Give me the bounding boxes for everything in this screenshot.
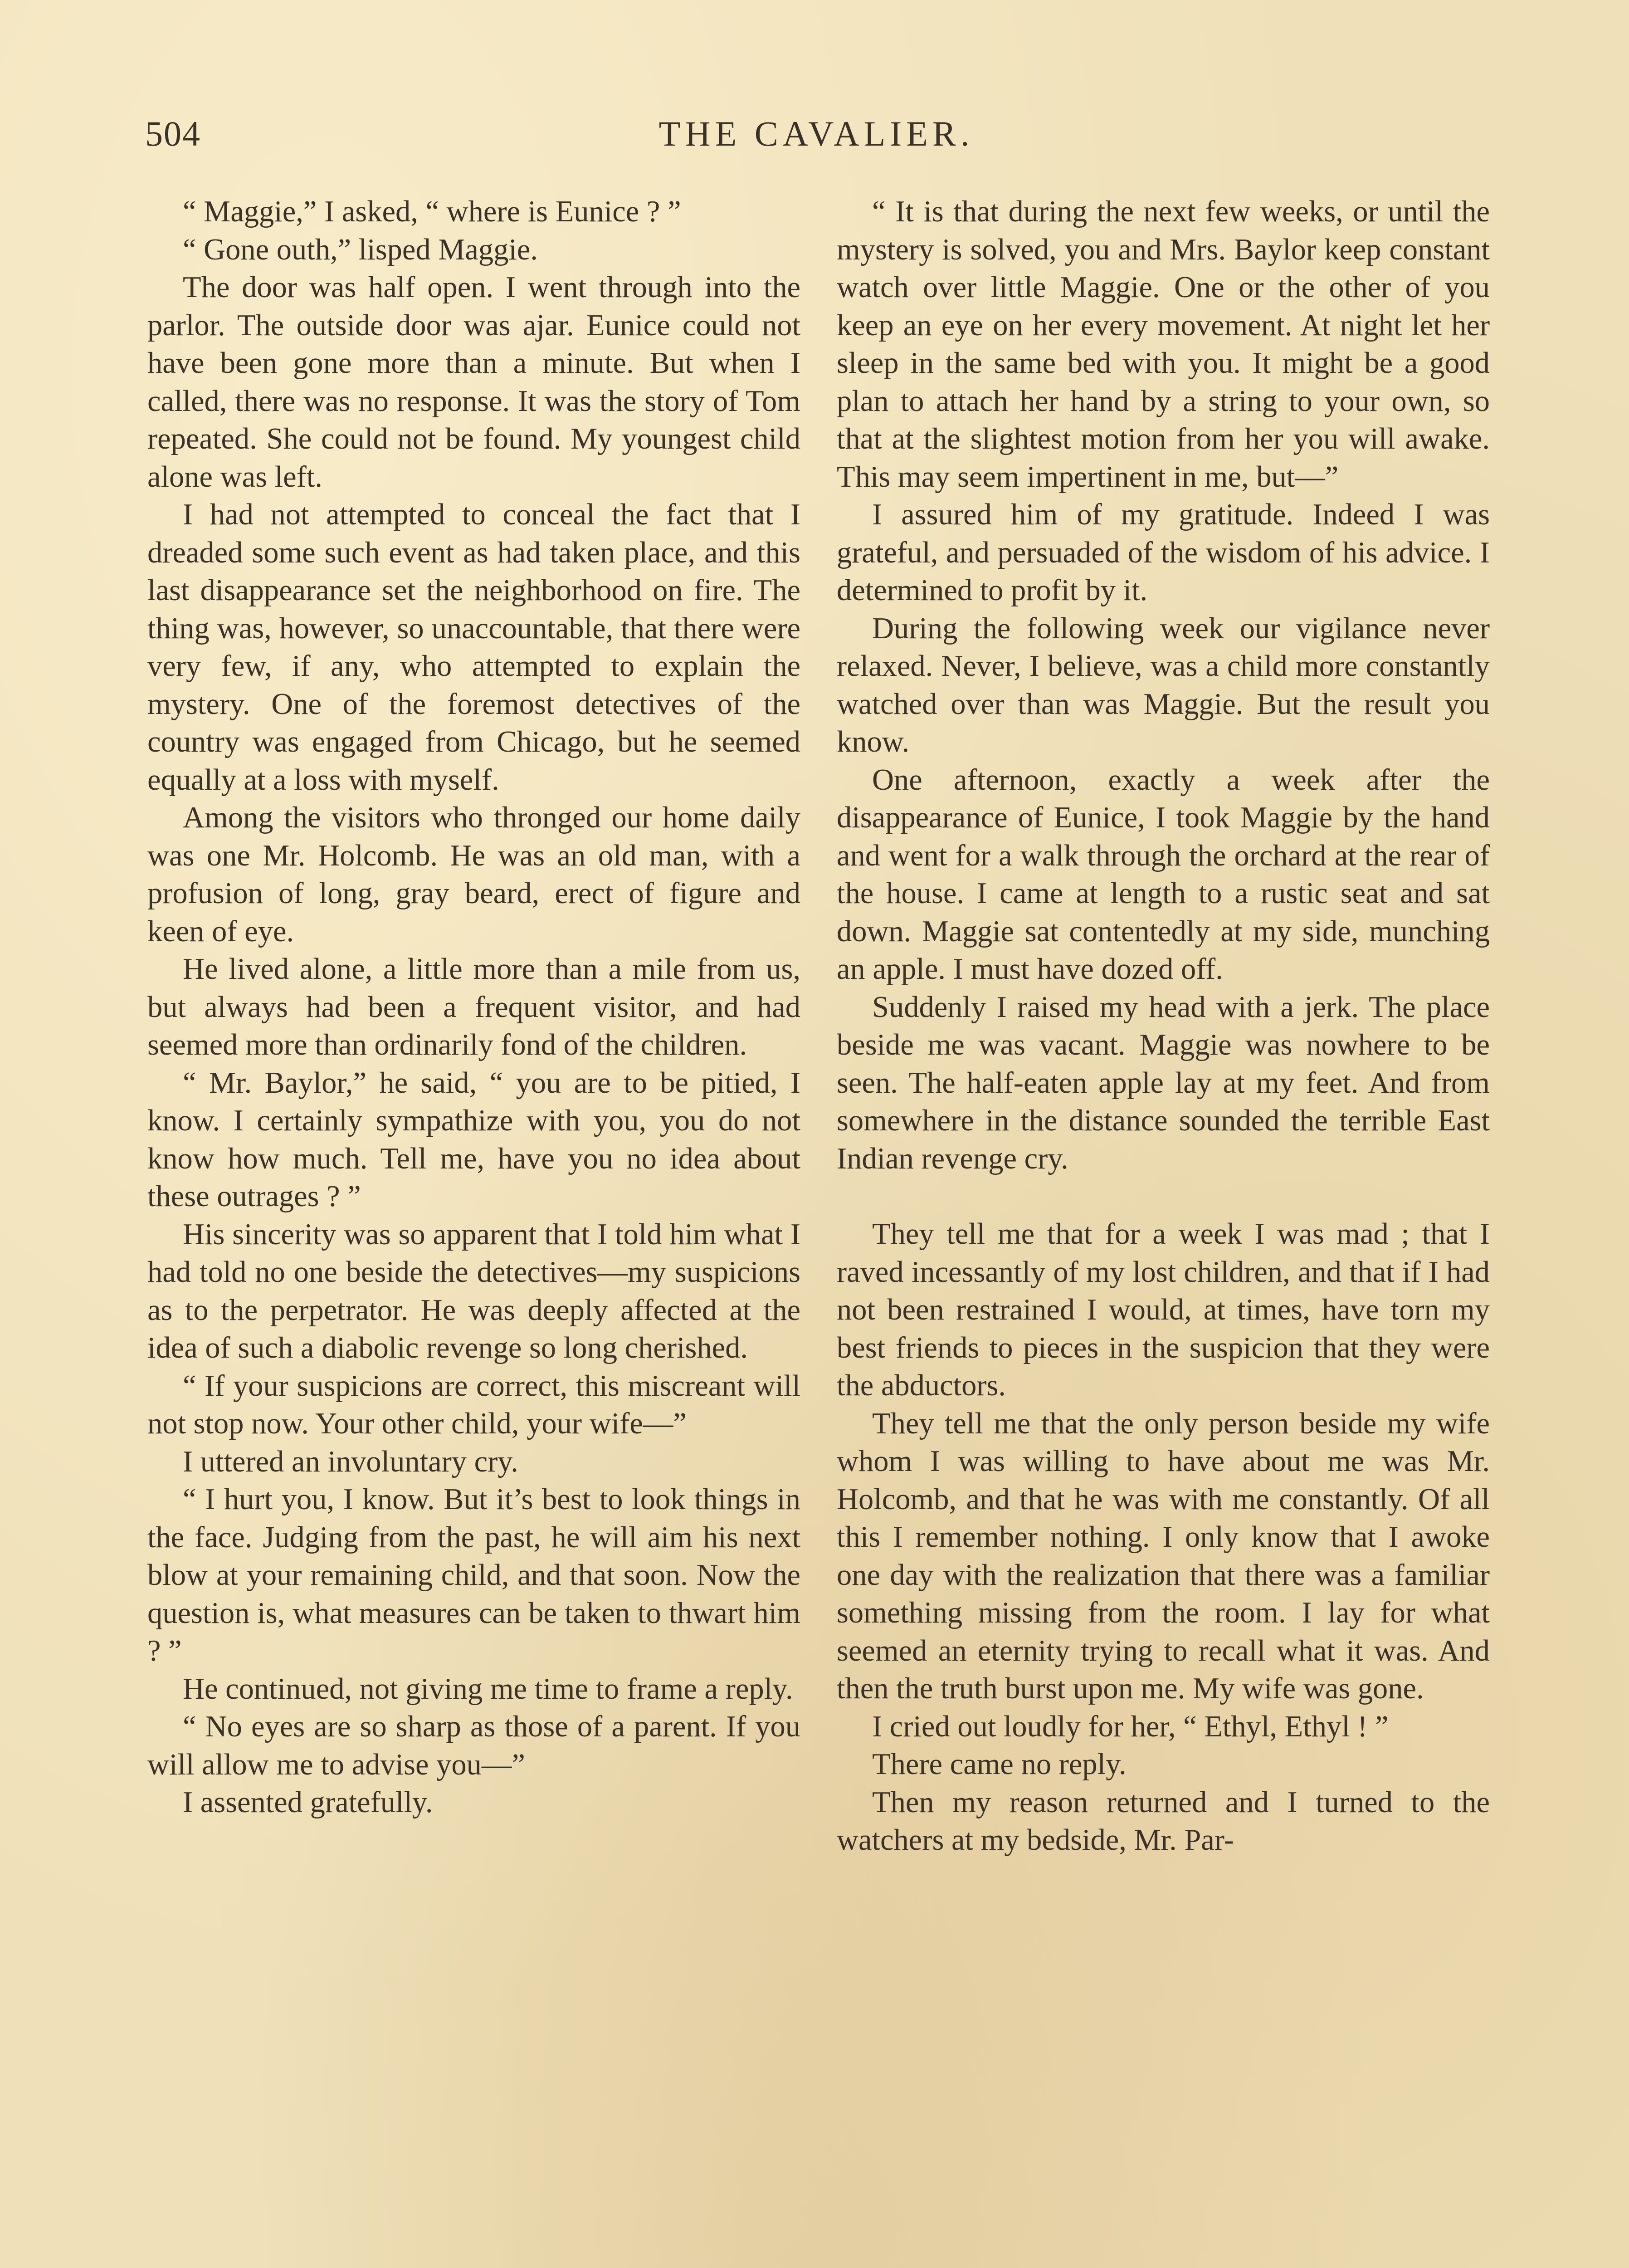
paragraph: “ Mr. Baylor,” he said, “ you are to be pitied, I know. I certainly sympathize with you, you do not know how much. Tell me, have you no idea about these outrages ? ” [147, 1066, 800, 1213]
paragraph: “ It is that during the next few weeks, or until the mystery is solved, you and Mrs. Baylor keep constant watch over little Maggie. One or the other of you keep an eye on her every movement. At night let her sleep in the same bed with you. It might be a good plan to attach her hand by a string to your own, so that at the slightest motion from her you will awake. This may seem impertinent in me, but—” [837, 195, 1490, 494]
paragraph: Among the visitors who thronged our home daily was one Mr. Holcomb. He was an old man, with a profusion of long, gray beard, erect of figure and keen of eye. [147, 801, 800, 948]
page-header [145, 113, 1488, 168]
right-column [837, 193, 1490, 1859]
paragraph: Then my reason returned and I turned to the watchers at my bedside, Mr. Par- [837, 1785, 1490, 1857]
paragraph: They tell me that the only person beside my wife whom I was willing to have about me was Mr. Holcomb, and that he was with me constantly. Of all this I remember nothing. I only know that I awoke one day with the realization that there was a familiar something missing from the room. I lay for what seemed an eternity trying to recall what it was. And then the truth burst upon me. My wife was gone. [837, 1407, 1490, 1705]
paragraph: “ Gone outh,” lisped Maggie. [183, 233, 538, 266]
left-column [147, 193, 800, 1822]
paragraph: His sincerity was so apparent that I told him what I had told no one beside the detectives—my suspicions as to the perpetrator. He was deeply affected at the idea of such a diabolic revenge so long cherished. [147, 1217, 800, 1364]
paragraph: “ Maggie,” I asked, “ where is Eunice ? ” [183, 195, 681, 228]
paragraph: During the following week our vigilance never relaxed. Never, I believe, was a child more constantly watched over than was Maggie. But the result you know. [837, 611, 1490, 758]
paragraph: He continued, not giving me time to frame a reply. [183, 1672, 793, 1706]
paragraph: “ If your suspicions are correct, this miscreant will not stop now. Your other child, your wife—” [147, 1369, 800, 1440]
running-title: THE CAVALIER. [658, 114, 974, 153]
paragraph: I assented gratefully. [183, 1786, 433, 1819]
paragraph: I uttered an involuntary cry. [183, 1445, 518, 1478]
paragraph: The door was half open. I went through into the parlor. The outside door was ajar. Eunice could not have been gone more than a minute. But when I called, there was no response. It was the story of Tom repeated. She could not be found. My youngest child alone was left. [147, 271, 800, 494]
paragraph: One afternoon, exactly a week after the disappearance of Eunice, I took Maggie by the hand and went for a walk through the orchard at the rear of the house. I came at length to a rustic seat and sat down. Maggie sat contentedly at my side, munching an apple. I must have dozed off. [837, 763, 1490, 986]
paragraph: “ I hurt you, I know. But it’s best to look things in the face. Judging from the past, he will aim his next blow at your remaining child, and that soon. Now the question is, what measures can be taken to thwart him ? ” [147, 1483, 800, 1667]
page-number: 504 [145, 114, 201, 153]
paragraph: I assured him of my gratitude. Indeed I was grateful, and persuaded of the wisdom of his advice. I determined to profit by it. [837, 498, 1490, 607]
paragraph: They tell me that for a week I was mad ; that I raved incessantly of my lost children, and that if I had not been restrained I would, at times, have torn my best friends to pieces in the suspicion that they were the abductors. [837, 1217, 1490, 1402]
paragraph: “ No eyes are so sharp as those of a parent. If you will allow me to advise you—” [147, 1710, 800, 1781]
paragraph: I had not attempted to conceal the fact that I dreaded some such event as had taken place, and this last disappearance set the neighborhood on fire. The thing was, however, so unaccountable, that there were very few, if any, who attempted to explain the mystery. One of the foremost detectives of the country was engaged from Chicago, but he seemed equally at a loss with myself. [147, 498, 800, 797]
paragraph: He lived alone, a little more than a mile from us, but always had been a frequent visitor, and had seemed more than ordinarily fond of the children. [147, 953, 800, 1061]
paragraph: Suddenly I raised my head with a jerk. The place beside me was vacant. Maggie was nowhere to be seen. The half-eaten apple lay at my feet. And from somewhere in the distance sounded the terrible East Indian revenge cry. [837, 990, 1490, 1175]
paragraph: I cried out loudly for her, “ Ethyl, Ethyl ! ” [872, 1710, 1389, 1743]
paragraph: There came no reply. [872, 1748, 1127, 1781]
